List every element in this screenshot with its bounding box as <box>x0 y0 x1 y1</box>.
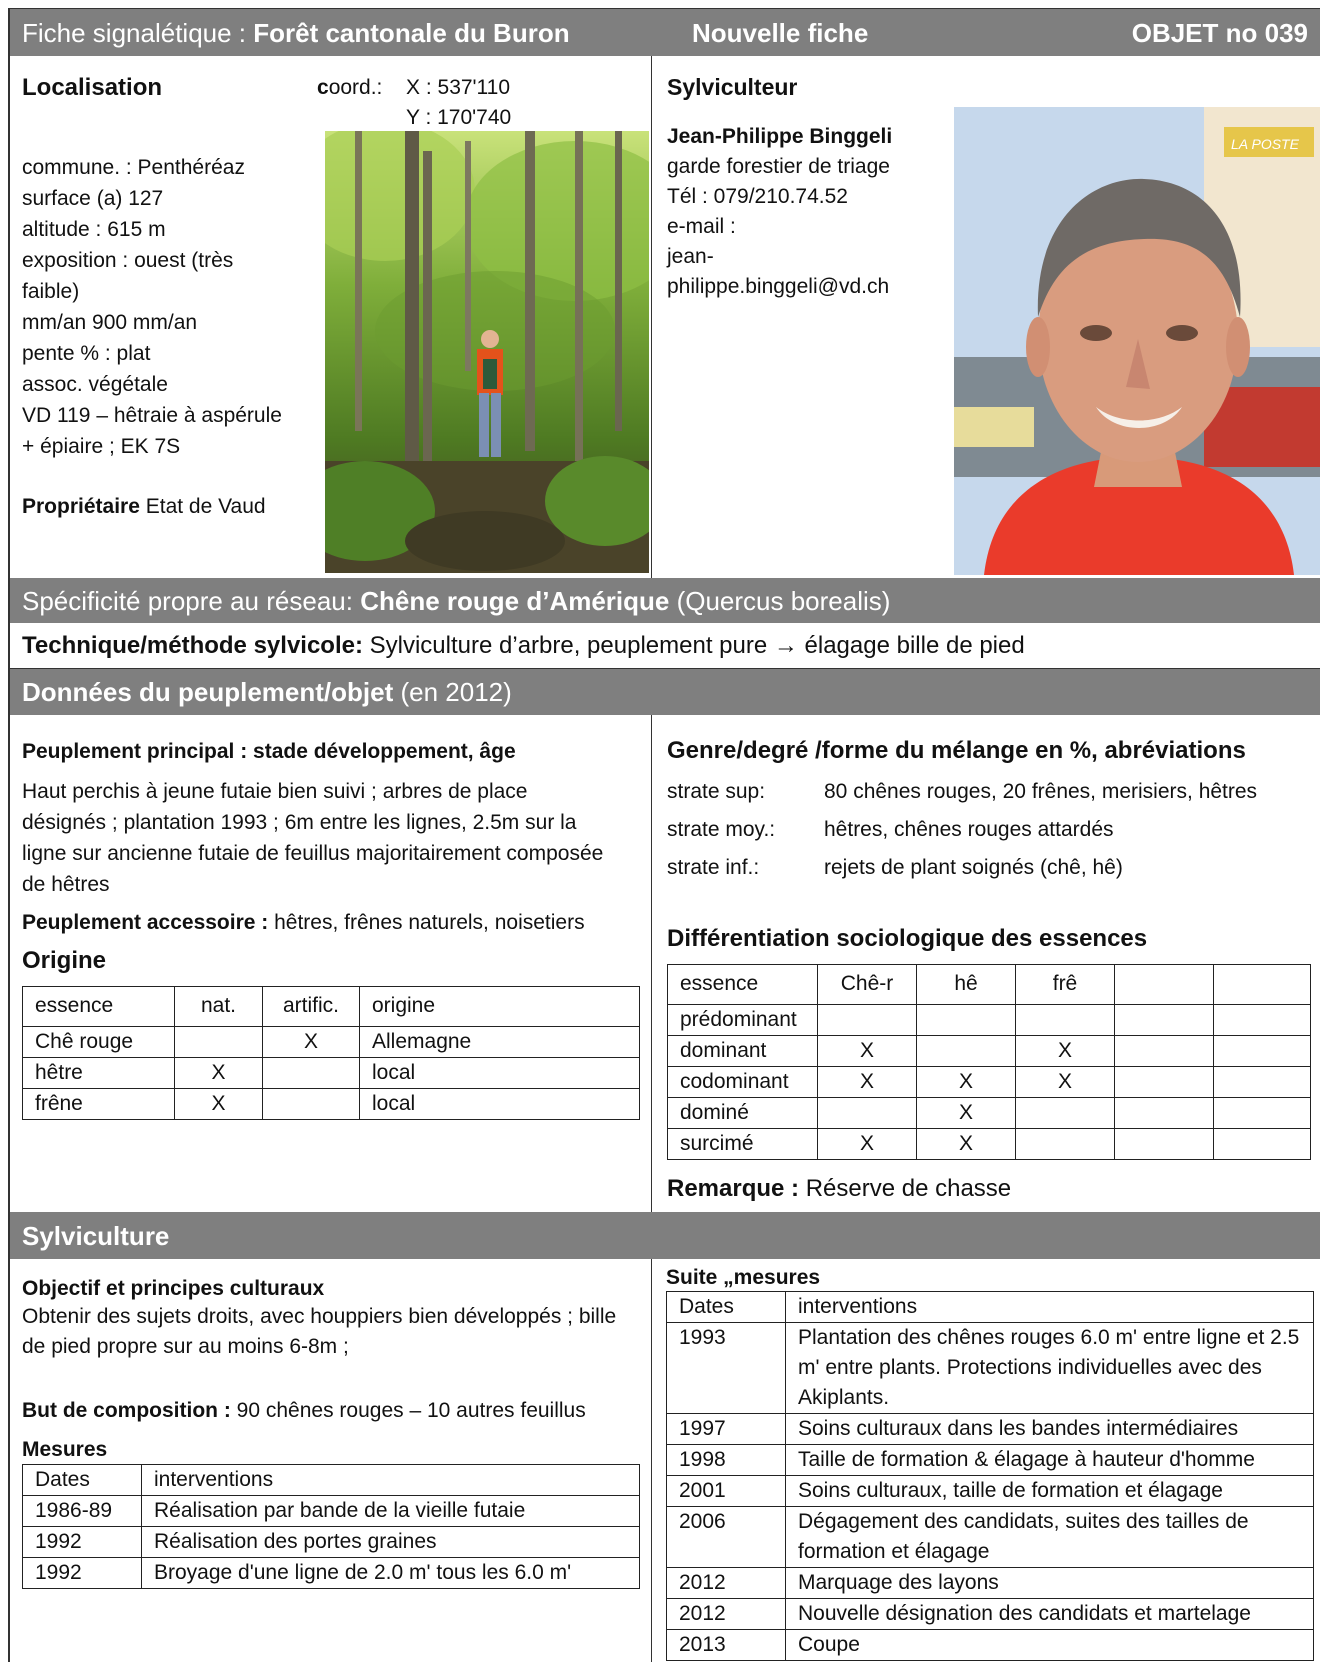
table-cell: codominant <box>668 1067 818 1098</box>
table-header-row <box>668 965 1311 1005</box>
table-cell: dominé <box>668 1098 818 1129</box>
but-composition-value: 90 chênes rouges – 10 autres feuillus <box>230 1399 586 1422</box>
table-header-cell: Dates <box>667 1292 786 1323</box>
table-row <box>667 1476 1314 1507</box>
table-cell: 1992 <box>23 1558 142 1589</box>
table-cell: X <box>818 1067 917 1098</box>
table-cell: X <box>1016 1067 1115 1098</box>
table-cell: Chê rouge <box>23 1027 175 1058</box>
donnees-bar <box>10 669 1320 715</box>
donnees-text <box>22 677 512 708</box>
but-composition-label: But de composition : <box>22 1399 231 1422</box>
sylviculteur-role: garde forestier de triage <box>667 155 890 178</box>
loc-assoc-ek: + épiaire ; EK 7S <box>22 435 181 458</box>
table-row <box>23 1496 640 1527</box>
table-cell: X <box>263 1027 360 1058</box>
table-cell <box>1214 1067 1311 1098</box>
table-cell: X <box>818 1129 917 1160</box>
loc-surface: surface (a) 127 <box>22 187 164 210</box>
table-cell <box>917 1005 1016 1036</box>
table-cell: frêne <box>23 1089 175 1120</box>
table-cell <box>818 1098 917 1129</box>
remarque-label: Remarque : <box>667 1175 800 1202</box>
suite-mesures-title: Suite „mesures <box>666 1266 821 1289</box>
table-row <box>667 1630 1314 1661</box>
sylviculteur-email-part1: jean- <box>667 245 714 268</box>
table-cell: X <box>175 1089 263 1120</box>
table-cell: 2013 <box>667 1630 786 1661</box>
top-divider <box>651 56 652 578</box>
table-cell <box>1115 1067 1214 1098</box>
table-cell: Soins culturaux dans les bandes intermédiaires <box>786 1414 1314 1445</box>
table-cell: 2012 <box>667 1568 786 1599</box>
table-row <box>667 1323 1314 1414</box>
remarque <box>667 1173 1011 1204</box>
peuplement-accessoire <box>22 907 585 938</box>
table-cell: Nouvelle désignation des candidats et martelage <box>786 1599 1314 1630</box>
table-cell: Plantation des chênes rouges 6.0 m' entre ligne et 2.5 m' entre plants. Protections individuelles avec des Akiplants. <box>786 1323 1314 1414</box>
table-row <box>23 1558 640 1589</box>
mesures-table <box>22 1464 640 1589</box>
table-header-cell: Chê-r <box>818 965 917 1005</box>
melange-label: strate sup: <box>667 780 766 803</box>
table-row <box>23 1058 640 1089</box>
peuplement-accessoire-value: hêtres, frênes naturels, noisetiers <box>268 911 585 934</box>
sylviculture-title: Sylviculture <box>22 1221 170 1251</box>
table-cell: local <box>360 1058 640 1089</box>
table-cell: 2001 <box>667 1476 786 1507</box>
peuplement-principal-line: ligne sur ancienne futaie de feuillus majoritairement composée <box>22 842 604 865</box>
loc-assoc: assoc. végétale <box>22 373 168 396</box>
table-cell <box>1214 1036 1311 1067</box>
objectif-title: Objectif et principes culturaux <box>22 1277 325 1300</box>
objectif-line: de pied propre sur au moins 6-8m ; <box>22 1335 349 1358</box>
peuplement-accessoire-label: Peuplement accessoire : <box>22 911 269 934</box>
table-cell <box>263 1058 360 1089</box>
header-title <box>22 18 570 49</box>
peuplement-principal-line: de hêtres <box>22 873 110 896</box>
table-cell: surcimé <box>668 1129 818 1160</box>
table-cell: 1986-89 <box>23 1496 142 1527</box>
table-row <box>668 1005 1311 1036</box>
table-cell: 1997 <box>667 1414 786 1445</box>
forest-photo <box>325 131 649 573</box>
table-header-cell: hê <box>917 965 1016 1005</box>
table-cell: Réalisation par bande de la vieille futaie <box>142 1496 640 1527</box>
table-row <box>668 1129 1311 1160</box>
table-row <box>668 1067 1311 1098</box>
melange-label: strate moy.: <box>667 818 776 841</box>
table-header-cell: essence <box>23 987 175 1027</box>
loc-altitude: altitude : 615 m <box>22 218 166 241</box>
sylviculture-bar <box>10 1212 1320 1259</box>
table-cell <box>175 1027 263 1058</box>
table-header-row <box>667 1292 1314 1323</box>
loc-exposition-cont: faible) <box>22 280 80 303</box>
table-header-cell: essence <box>668 965 818 1005</box>
object-number: OBJET no 039 <box>1131 18 1308 48</box>
peuplement-principal-line: Haut perchis à jeune futaie bien suivi ; arbres de place <box>22 780 528 803</box>
table-cell: Dégagement des candidats, suites des tailles de formation et élagage <box>786 1507 1314 1568</box>
melange-label: strate inf.: <box>667 856 760 879</box>
loc-assoc-vd: VD 119 – hêtraie à aspérule <box>22 404 282 427</box>
table-cell: X <box>175 1058 263 1089</box>
localisation-title: Localisation <box>22 74 163 101</box>
fiche-status: Nouvelle fiche <box>692 18 869 48</box>
table-header-cell <box>1214 965 1311 1005</box>
table-cell <box>1115 1098 1214 1129</box>
origine-title: Origine <box>22 947 107 974</box>
table-cell: X <box>1016 1036 1115 1067</box>
technique-value: Sylviculture d’arbre, peuplement pure → élagage bille de pied <box>362 632 1025 659</box>
donnees-year: (en 2012) <box>393 677 512 707</box>
table-cell: 2012 <box>667 1599 786 1630</box>
table-cell: Allemagne <box>360 1027 640 1058</box>
table-row <box>23 1089 640 1120</box>
table-header-cell: Dates <box>23 1465 142 1496</box>
table-cell <box>1214 1129 1311 1160</box>
table-header-cell: interventions <box>786 1292 1314 1323</box>
table-row <box>668 1036 1311 1067</box>
table-header-cell: origine <box>360 987 640 1027</box>
differentiation-title: Différentiation sociologique des essences <box>667 925 1148 952</box>
table-cell: Soins culturaux, taille de formation et élagage <box>786 1476 1314 1507</box>
owner-value: Etat de Vaud <box>139 495 266 518</box>
table-cell <box>1016 1129 1115 1160</box>
table-cell <box>1016 1005 1115 1036</box>
table-cell: Marquage des layons <box>786 1568 1314 1599</box>
table-cell: Broyage d'une ligne de 2.0 m' tous les 6.0 m' <box>142 1558 640 1589</box>
owner-label: Propriétaire <box>22 495 140 518</box>
technique-row <box>10 623 1320 669</box>
sylviculture-divider <box>651 1259 652 1662</box>
table-cell: prédominant <box>668 1005 818 1036</box>
coord-label-initial: c <box>317 76 329 99</box>
specificite-bar <box>10 578 1320 623</box>
table-cell <box>1214 1005 1311 1036</box>
sylviculteur-email-part2: philippe.binggeli@vd.ch <box>667 275 890 298</box>
loc-precipitation: mm/an 900 mm/an <box>22 311 198 334</box>
loc-exposition: exposition : ouest (très <box>22 249 234 272</box>
table-cell: Réalisation des portes graines <box>142 1527 640 1558</box>
table-header-row <box>23 1465 640 1496</box>
table-row <box>668 1098 1311 1129</box>
table-cell <box>1016 1098 1115 1129</box>
origine-table <box>22 986 640 1120</box>
table-cell <box>818 1005 917 1036</box>
table-row <box>667 1507 1314 1568</box>
table-cell: 2006 <box>667 1507 786 1568</box>
table-cell <box>1115 1036 1214 1067</box>
table-header-row <box>23 987 640 1027</box>
table-cell: X <box>917 1098 1016 1129</box>
specificite-label: Spécificité propre au réseau: <box>22 586 361 616</box>
sylviculteur-email-label: e-mail : <box>667 215 736 238</box>
table-header-cell: interventions <box>142 1465 640 1496</box>
header-bar <box>10 9 1320 56</box>
loc-commune: commune. : Penthéréaz <box>22 156 245 179</box>
table-header-cell: artific. <box>263 987 360 1027</box>
table-row <box>23 1027 640 1058</box>
header-prefix: Fiche signalétique : <box>22 18 254 48</box>
melange-title: Genre/degré /forme du mélange en %, abréviations <box>667 737 1246 764</box>
table-cell: Taille de formation & élagage à hauteur d'homme <box>786 1445 1314 1476</box>
melange-value: rejets de plant soignés (chê, hê) <box>824 856 1123 879</box>
coord-label <box>317 72 382 103</box>
table-header-cell: frê <box>1016 965 1115 1005</box>
table-cell <box>917 1036 1016 1067</box>
table-row <box>667 1599 1314 1630</box>
donnees-divider <box>651 715 652 1212</box>
specificite-species: Chêne rouge d’Amérique <box>360 586 670 616</box>
la-poste-sign: LA POSTE <box>1231 136 1299 152</box>
sylviculteur-title: Sylviculteur <box>667 74 798 100</box>
table-cell <box>1115 1129 1214 1160</box>
objectif-line: Obtenir des sujets droits, avec houppiers bien développés ; bille <box>22 1305 617 1328</box>
table-cell: Coupe <box>786 1630 1314 1661</box>
table-row <box>23 1527 640 1558</box>
table-cell: 1993 <box>667 1323 786 1414</box>
suite-mesures-table <box>666 1291 1314 1661</box>
table-row <box>667 1568 1314 1599</box>
table-cell <box>263 1089 360 1120</box>
peuplement-principal-title: Peuplement principal : stade développement, âge <box>22 740 516 763</box>
technique-label: Technique/méthode sylvicole: <box>22 632 363 659</box>
specificite-text <box>22 586 890 617</box>
loc-pente: pente % : plat <box>22 342 151 365</box>
portrait-photo <box>954 107 1320 575</box>
table-header-cell <box>1115 965 1214 1005</box>
melange-value: 80 chênes rouges, 20 frênes, merisiers, hêtres <box>824 780 1258 803</box>
table-header-cell: nat. <box>175 987 263 1027</box>
mesures-title: Mesures <box>22 1438 108 1461</box>
remarque-value: Réserve de chasse <box>799 1175 1012 1202</box>
table-cell: hêtre <box>23 1058 175 1089</box>
specificite-latin: (Quercus borealis) <box>669 586 891 616</box>
sylviculteur-phone: Tél : 079/210.74.52 <box>667 185 848 208</box>
table-cell: X <box>917 1067 1016 1098</box>
sylviculteur-name: Jean-Philippe Binggeli <box>667 125 893 148</box>
forest-name: Forêt cantonale du Buron <box>253 18 570 48</box>
table-row <box>667 1414 1314 1445</box>
table-cell: X <box>917 1129 1016 1160</box>
table-cell <box>1214 1098 1311 1129</box>
owner <box>22 491 266 522</box>
table-cell <box>1115 1005 1214 1036</box>
table-cell: 1998 <box>667 1445 786 1476</box>
peuplement-principal-line: désignés ; plantation 1993 ; 6m entre les lignes, 2.5m sur la <box>22 811 577 834</box>
but-composition <box>22 1395 586 1426</box>
donnees-title: Données du peuplement/objet <box>22 677 394 707</box>
fiche-sheet <box>8 8 1320 1662</box>
table-row <box>667 1445 1314 1476</box>
technique-text <box>22 632 1025 660</box>
table-cell: local <box>360 1089 640 1120</box>
coord-x: X : 537'110 <box>406 76 511 99</box>
melange-value: hêtres, chênes rouges attardés <box>824 818 1114 841</box>
table-cell: 1992 <box>23 1527 142 1558</box>
table-cell: dominant <box>668 1036 818 1067</box>
differentiation-table <box>667 964 1311 1160</box>
table-cell: X <box>818 1036 917 1067</box>
coord-y: Y : 170'740 <box>406 106 512 129</box>
coord-label-rest: oord.: <box>328 76 383 99</box>
